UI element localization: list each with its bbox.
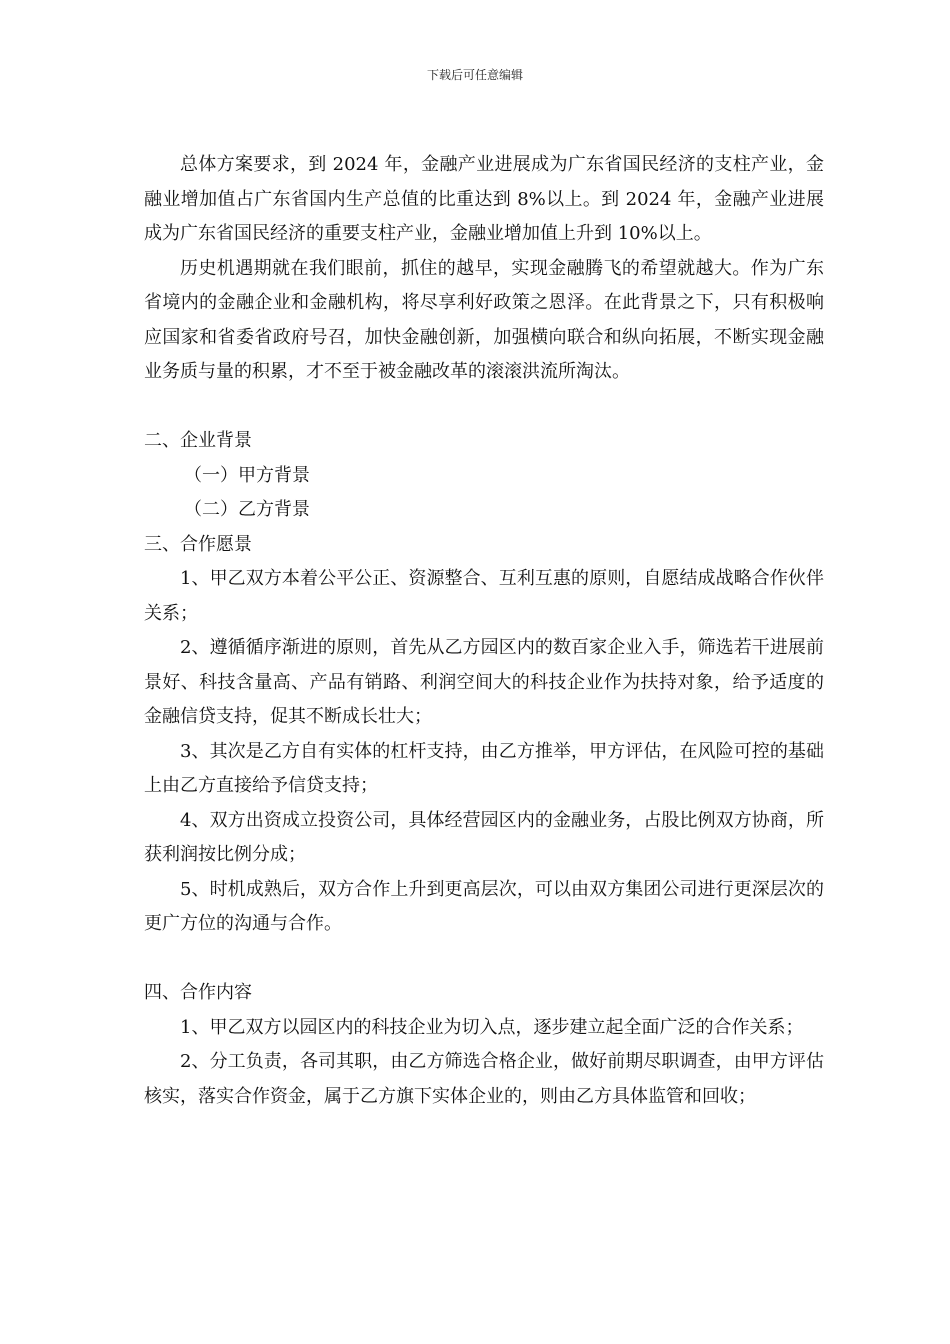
vision-item-1: 1、甲乙双方本着公平公正、资源整合、互利互惠的原则，自愿结成战略合作伙伴关系； (144, 568, 824, 624)
section-heading-cooperation-vision: 三、合作愿景 (144, 533, 252, 555)
page-header: 下载后可任意编辑 (426, 68, 523, 82)
section-heading-company-background: 二、企业背景 (144, 430, 252, 451)
paragraph-opportunity: 历史机遇期就在我们眼前，抓住的越早，实现金融腾飞的希望就越大。作为广东省境内的金融企业和金融机构，将尽享利好政策之恩泽。在此背景之下，只有积极响应国家和省委省政府号召，加快金融创新，加强横向联合和纵向拓展，不断实现金融业务质与量的积累，才不至于被金融改革的滚滚洪流所淘汰。 (144, 257, 824, 382)
vision-item-2: 2、遵循循序渐进的原则，首先从乙方园区内的数百家企业入手，筛选若干进展前景好、科技含量高、产品有销路、利润空间大的科技企业作为扶持对象，给予适度的金融信贷支持，促其不断成长壮大； (144, 637, 824, 727)
section-heading-cooperation-content: 四、合作内容 (144, 982, 252, 1003)
content-item-2: 2、分工负责，各司其职，由乙方筛选合格企业，做好前期尽职调查，由甲方评估核实，落实合作资金，属于乙方旗下实体企业的，则由乙方具体监管和回收； (144, 1051, 824, 1107)
document-body (144, 148, 824, 1114)
content-item-1: 1、甲乙双方以园区内的科技企业为切入点，逐步建立起全面广泛的合作关系； (180, 1016, 804, 1038)
vision-item-3: 3、其次是乙方自有实体的杠杆支持，由乙方推举，甲方评估，在风险可控的基础上由乙方直接给予信贷支持； (144, 740, 824, 796)
paragraph-plan-requirements: 总体方案要求，到 2024 年，金融产业进展成为广东省国民经济的支柱产业，金融业增加值占广东省国内生产总值的比重达到 8%以上。到 2024 年，金融产业进展成为广东省国民经济的重要支柱产业，金融业增加值上升到 10%以上。 (144, 154, 824, 244)
vision-item-5: 5、时机成熟后，双方合作上升到更高层次，可以由双方集团公司进行更深层次的更广方位的沟通与合作。 (144, 878, 824, 934)
subheading-party-a-background: （一）甲方背景 (184, 464, 310, 486)
subheading-party-b-background: （二）乙方背景 (184, 499, 310, 520)
vision-item-4: 4、双方出资成立投资公司，具体经营园区内的金融业务，占股比例双方协商，所获利润按比例分成； (144, 809, 824, 865)
